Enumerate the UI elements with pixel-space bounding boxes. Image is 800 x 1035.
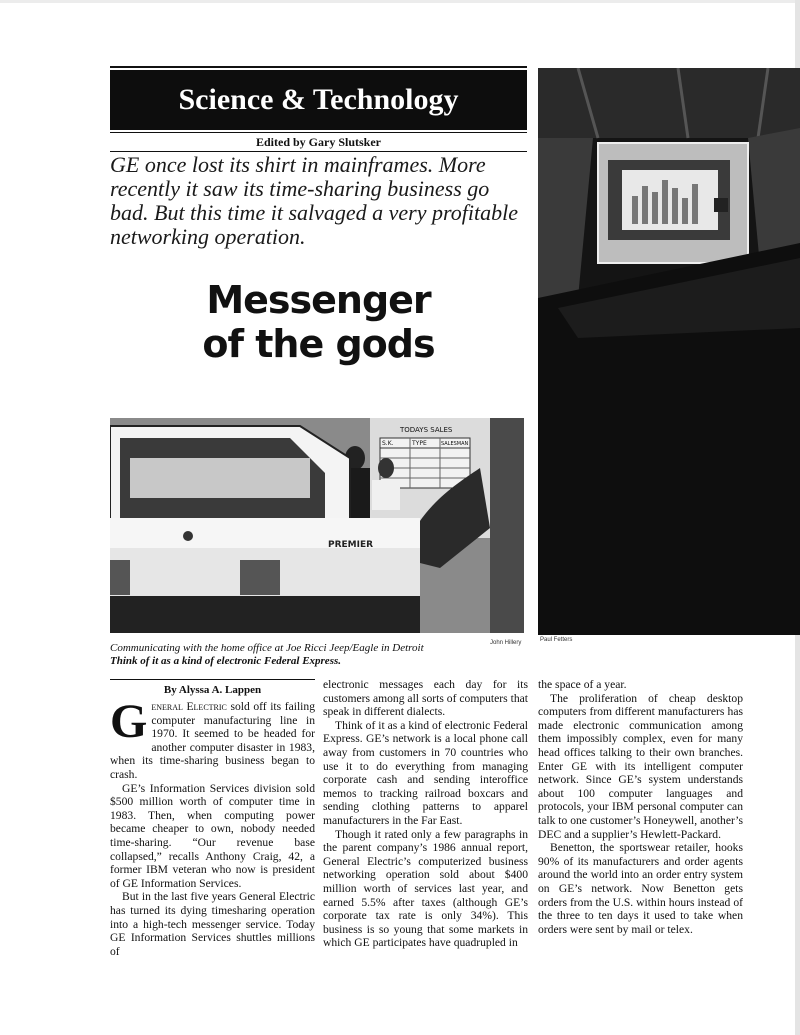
showroom-photo <box>110 418 524 633</box>
sales-sign-title: TODAYS SALES <box>400 426 453 434</box>
page-top-edge <box>0 0 800 3</box>
paragraph: GE’s Information Services division sold $500 million worth of computer time in 1983. Then, when computing power became cheaper to own, nobody needed time-sharing. “Our revenue base collapsed,” recalls Anthony Craig, 42, a former IBM veteran who now is president of GE Information Services. <box>110 781 315 890</box>
article-column-3 <box>538 678 743 936</box>
paragraph: Benetton, the sportswear retailer, hooks 90% of its manufacturers and order agents around the world into an order entry system on GE’s network. Now Benetton gets orders from the U.S. within hours instead of the three to ten days it used to take when orders were sent by mail or telex. <box>538 841 743 936</box>
paragraph-text: sold off its failing computer manufacturing line in 1970. It seemed to be headed for another computer disaster in 1983, when its time-sharing business began to crash. <box>110 700 315 781</box>
paragraph: the space of a year. <box>538 678 627 691</box>
article-column-2 <box>323 678 528 950</box>
paragraph: But in the last five years General Electric has turned its dying timesharing operation into a high-tech messenger service. Today GE Information Services shuttles millions of <box>110 890 315 958</box>
section-editor: Edited by Gary Slutsker <box>255 135 381 149</box>
sales-sign-cell-3: SALESMAN <box>441 441 469 447</box>
article-column-1 <box>110 695 315 958</box>
section-rule-bottom <box>110 132 527 133</box>
section-title: Science & Technology <box>178 83 459 116</box>
sales-sign-cell-1: S.K. <box>382 440 394 447</box>
car-badge: PREMIER <box>328 540 374 550</box>
article-deck: GE once lost its shirt in mainframes. More recently it saw its time-sharing business go bad. But this time it salvaged a very profitable networking operation. <box>110 152 518 249</box>
terminal-photo-image <box>538 68 800 635</box>
paragraph: Think of it as a kind of electronic Federal Express. GE’s network is a local phone call away from customers in 70 countries who use it to do everything from managing corporate cash and sending interoffice memos to tracking railroad boxcars and sending clothing patterns to apparel manufacturers in the Far East. <box>323 718 528 827</box>
byline-rule <box>110 679 315 680</box>
terminal-photo <box>538 68 800 635</box>
sales-sign-cell-2: TYPE <box>412 440 427 447</box>
article-byline: By Alyssa A. Lappen <box>163 684 262 696</box>
paragraph <box>110 695 315 782</box>
photo-caption: Communicating with the home office at Joe Ricci Jeep/Eagle in Detroit <box>110 642 424 654</box>
paragraph: Though it rated only a few paragraphs in the parent company’s 1986 annual report, General Electric’s computerized business networking operation sold about $400 million worth of services last year, and earned 5.5% after taxes (although GE’s corporate tax rate is only 34%). This business is so young that some markets in which GE participates have quadrupled in <box>323 827 528 950</box>
headline-line-1: Messenger <box>206 278 431 322</box>
article-headline <box>110 278 527 366</box>
photo-credit-left: John Hillery <box>490 640 522 646</box>
photo-caption-pullquote: Think of it as a kind of electronic Federal Express. <box>110 655 341 667</box>
paragraph: The proliferation of cheap desktop computers from different manufacturers has made electronic communication among them impossibly complex, even for many head offices talking to their own branches. Enter GE with its intelligent computer network. Since GE’s system understands about 100 computer languages and protocols, your IBM personal computer can talk to one customer’s Honeywell, another’s DEC and a supplier’s Hewlett-Packard. <box>538 691 743 841</box>
photo-credit-right: Paul Fetters <box>540 637 573 643</box>
paragraph: electronic messages each day for its customers among all sorts of computers that speak in different dialects. <box>323 678 528 719</box>
section-rule-top <box>110 66 527 68</box>
section-banner <box>110 70 527 130</box>
showroom-photo-image <box>110 418 524 633</box>
lead-in: eneral Electric <box>151 700 227 713</box>
drop-cap: G <box>110 695 148 748</box>
headline-line-2: of the gods <box>202 322 435 366</box>
